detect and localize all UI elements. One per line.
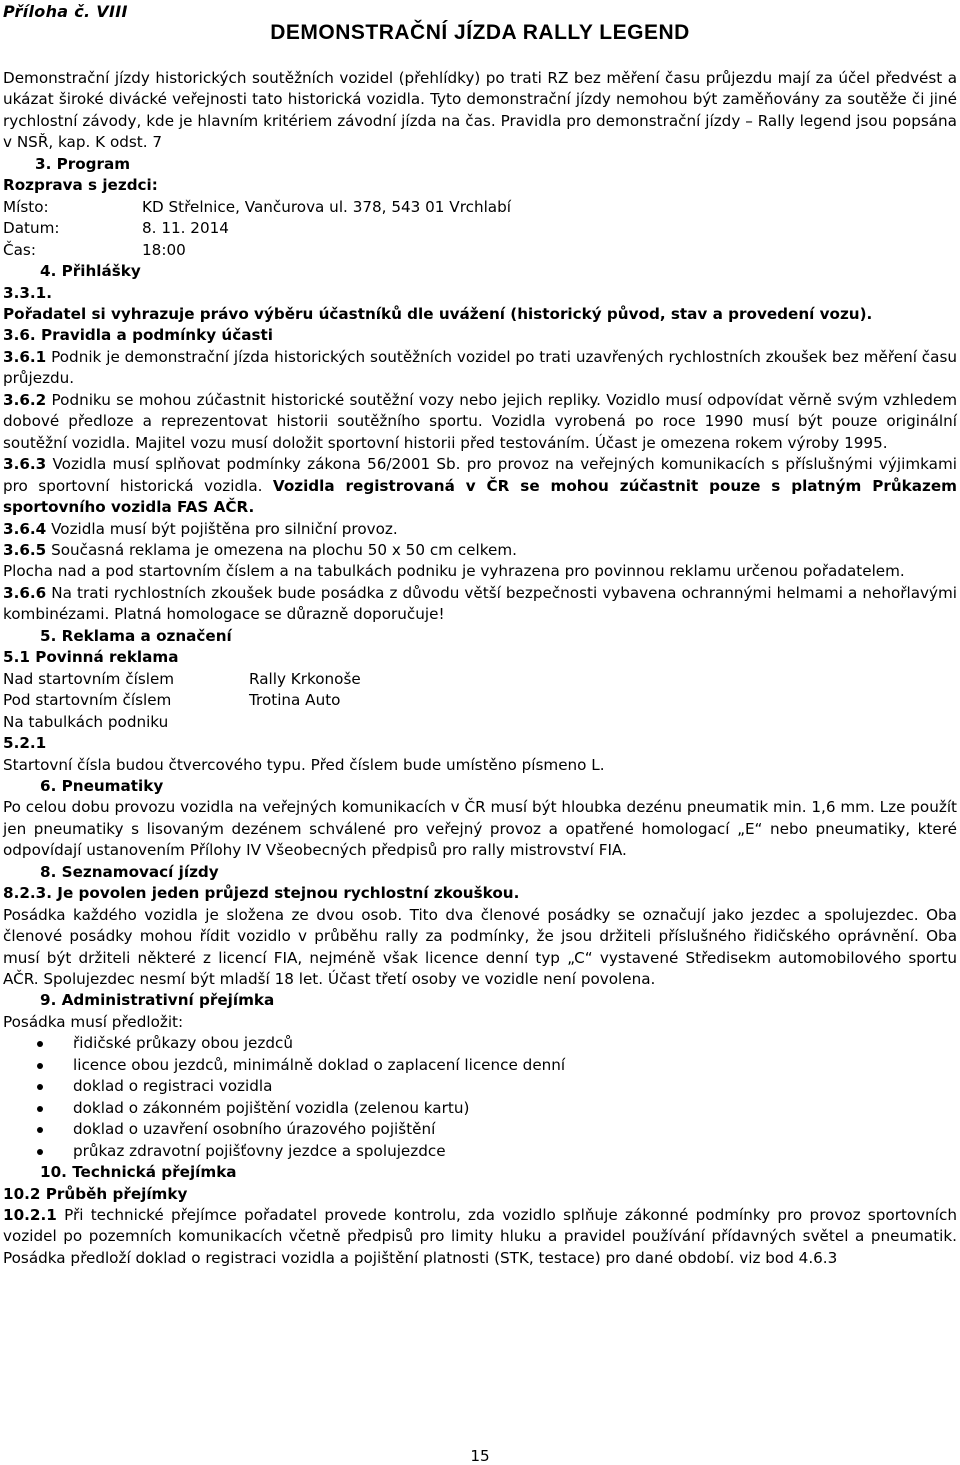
list-item-text: průkaz zdravotní pojišťovny jezdce a spolujezdce <box>73 1141 446 1160</box>
list-item-text: doklad o zákonném pojištění vozidla (zelenou kartu) <box>73 1098 470 1117</box>
reklama-key: Na tabulkách podniku <box>3 712 169 731</box>
list-item-text: doklad o uzavření osobního úrazového pojištění <box>73 1120 436 1139</box>
appendix-label: Příloha č. VIII <box>3 2 128 21</box>
administrativni-heading: 9. Administrativní přejímka <box>40 991 275 1010</box>
intro-paragraph: Demonstrační jízdy historických soutěžních vozidel (přehlídky) po trati RZ bez měření času průjezdu mají za účel předvést a ukázat široké divácké veřejnosti tato historická vozidla. Tyto demonstrační jízdy nemohou být zaměňovány za soutěže či jiné rychlostní závody, kde je hlavním kritériem závodní jízda na čas. Pravidla pro demonstrační jízdy – Rally legend jsou popsána v NSŘ, kap. K odst. 7 <box>3 69 957 152</box>
pravidla-heading: 3.6. Pravidla a podmínky účasti <box>3 326 273 345</box>
program-row-cas <box>3 240 957 261</box>
rule-number: 3.6.2 <box>3 390 47 409</box>
pneumatiky-heading: 6. Pneumatiky <box>40 776 164 795</box>
program-key: Čas: <box>3 240 36 259</box>
list-item-text: řidičské průkazy obou jezdců <box>73 1034 293 1053</box>
pravidla-361 <box>3 347 957 390</box>
rule-text: Na trati rychlostních zkoušek bude posádka z důvodu větší bezpečnosti vybavena ochrannými helmami a nehořlavými kombinézami. Platná homologace se důrazně doporučuje! <box>3 583 957 624</box>
reklama-text: Startovní čísla budou čtvercového typu. Před číslem bude umístěno písmeno L. <box>3 755 605 774</box>
rule-text-bold: Vozidla registrovaná v ČR se mohou zúčastnit pouze s platným Průkazem sportovního vozidla FAS AČR. <box>3 476 957 517</box>
pravidla-364 <box>3 519 957 540</box>
technicka-subheading: 10.2 Průběh přejímky <box>3 1184 188 1203</box>
pravidla-362 <box>3 390 957 454</box>
reklama-row <box>3 712 957 733</box>
bullet-icon <box>37 1063 43 1069</box>
technicka-text <box>3 1205 957 1269</box>
list-item <box>3 1055 957 1076</box>
reklama-value: Trotina Auto <box>249 691 341 710</box>
administrativni-intro: Posádka musí předložit: <box>3 1012 184 1031</box>
prihlasky-heading: 4. Přihlášky <box>40 262 141 281</box>
rule-number: 3.6.4 <box>3 519 47 538</box>
pravidla-365 <box>3 540 957 561</box>
rozprava-heading: Rozprava s jezdci: <box>3 176 158 195</box>
seznamovaci-subheading: 8.2.3. Je povolen jeden průjezd stejnou rychlostní zkouškou. <box>3 884 520 903</box>
list-item <box>3 1141 957 1162</box>
program-key: Datum: <box>3 219 60 238</box>
rule-number: 3.6.1 <box>3 347 47 366</box>
page-number: 15 <box>470 1447 490 1465</box>
program-value: 8. 11. 2014 <box>142 219 229 238</box>
rule-text: Současná reklama je omezena na plochu 50 x 50 cm celkem. <box>46 540 517 559</box>
program-row-datum <box>3 218 957 239</box>
prihlasky-text: Pořadatel si vyhrazuje právo výběru účastníků dle uvážení (historický původ, stav a provedení vozu). <box>3 304 873 323</box>
bullet-icon <box>37 1149 43 1155</box>
rule-number: 3.6.6 <box>3 583 47 602</box>
rule-text: Vozidla musí být pojištěna pro silniční provoz. <box>46 519 398 538</box>
program-row-misto <box>3 197 957 218</box>
rule-text: Podniku se mohou zúčastnit historické soutěžní vozy nebo jejich repliky. Vozidlo musí odpovídat věrně svým vzhledem dobové předloze a reprezentovat historii soutěžního sportu. Vozidla vyrobená po roce 1990 musí být pouze originální soutěžní vozidla. Majitel vozu musí doložit sportovní historii před testováním. Účast je omezena rokem výroby 1995. <box>3 390 957 452</box>
program-value: 18:00 <box>142 240 186 259</box>
list-item <box>3 1076 957 1097</box>
pravidla-366 <box>3 583 957 626</box>
prihlasky-number: 3.3.1. <box>3 283 53 302</box>
reklama-value: Rally Krkonoše <box>249 669 361 688</box>
pravidla-363 <box>3 454 957 518</box>
bullet-icon <box>37 1084 43 1090</box>
reklama-key: Nad startovním číslem <box>3 669 175 688</box>
document-list <box>3 1033 957 1162</box>
rule-number: 3.6.5 <box>3 540 47 559</box>
pravidla-365b: Plocha nad a pod startovním číslem a na tabulkách podniku je vyhrazena pro povinnou reklamu určenou pořadatelem. <box>3 562 905 581</box>
bullet-icon <box>37 1127 43 1133</box>
list-item <box>3 1033 957 1054</box>
program-heading: 3. Program <box>35 154 131 173</box>
reklama-subheading: 5.1 Povinná reklama <box>3 648 179 667</box>
rule-text: Vozidla musí splňovat podmínky zákona 56/2001 Sb. pro provoz na veřejných komunikacích s příslušnými výjimkami pro sportovní historická vozidla. <box>3 455 957 495</box>
list-item-text: doklad o registraci vozidla <box>73 1077 273 1096</box>
document-body <box>3 68 957 1269</box>
reklama-number: 5.2.1 <box>3 734 47 753</box>
list-item <box>3 1098 957 1119</box>
seznamovaci-heading: 8. Seznamovací jízdy <box>40 862 219 881</box>
program-value: KD Střelnice, Vančurova ul. 378, 543 01 Vrchlabí <box>142 197 511 216</box>
reklama-row <box>3 690 957 711</box>
rule-number: 10.2.1 <box>3 1206 57 1225</box>
rule-number: 3.6.3 <box>3 455 47 474</box>
rule-text: Podnik je demonstrační jízda historických soutěžních vozidel po trati uzavřených rychlostních zkoušek bez měření času průjezdu. <box>3 347 957 388</box>
bullet-icon <box>37 1041 43 1047</box>
program-key: Místo: <box>3 197 49 216</box>
page-title: DEMONSTRAČNÍ JÍZDA RALLY LEGEND <box>270 21 690 44</box>
seznamovaci-text: Posádka každého vozidla je složena ze dvou osob. Tito dva členové posádky se označují jako jezdec a spolujezdec. Oba členové posádky mohou řídit vozidlo v průběhu rally za podmínky, že jsou držiteli příslušného řidičského oprávnění. Oba musí být držiteli některé z licencí FIA, nejméně však licence denní typ „C“ vystavené Středisekm automobilového sportu AČR. Spolujezdec nesmí být mladší 18 let. Účast třetí osoby ve vozidle není povolena. <box>3 905 957 989</box>
reklama-key: Pod startovním číslem <box>3 691 172 710</box>
bullet-icon <box>37 1106 43 1112</box>
technicka-heading: 10. Technická přejímka <box>40 1163 237 1182</box>
pneumatiky-text: Po celou dobu provozu vozidla na veřejných komunikacích v ČR musí být hloubka dezénu pneumatik min. 1,6 mm. Lze použít jen pneumatiky s lisovaným dezénem schválené pro veřejný provoz a opatřené homologací „E“ nebo pneumatiky, které odpovídají ustanovením Přílohy IV Všeobecných předpisů pro rally mistrovství FIA. <box>3 798 957 860</box>
reklama-heading: 5. Reklama a označení <box>40 626 232 645</box>
list-item-text: licence obou jezdců, minimálně doklad o zaplacení licence denní <box>73 1055 566 1074</box>
reklama-row <box>3 669 957 690</box>
rule-text: Při technické přejímce pořadatel provede kontrolu, zda vozidlo splňuje zákonné podmínky pro provoz sportovních vozidel po pozemních komunikacích včetně předpisů pro limity hluku a pravidel používání přídavných světel a pneumatik. Posádka předloží doklad o registraci vozidla a pojištění platnosti (STK, testace) pro dané období. viz bod 4.6.3 <box>3 1206 957 1267</box>
list-item <box>3 1119 957 1140</box>
